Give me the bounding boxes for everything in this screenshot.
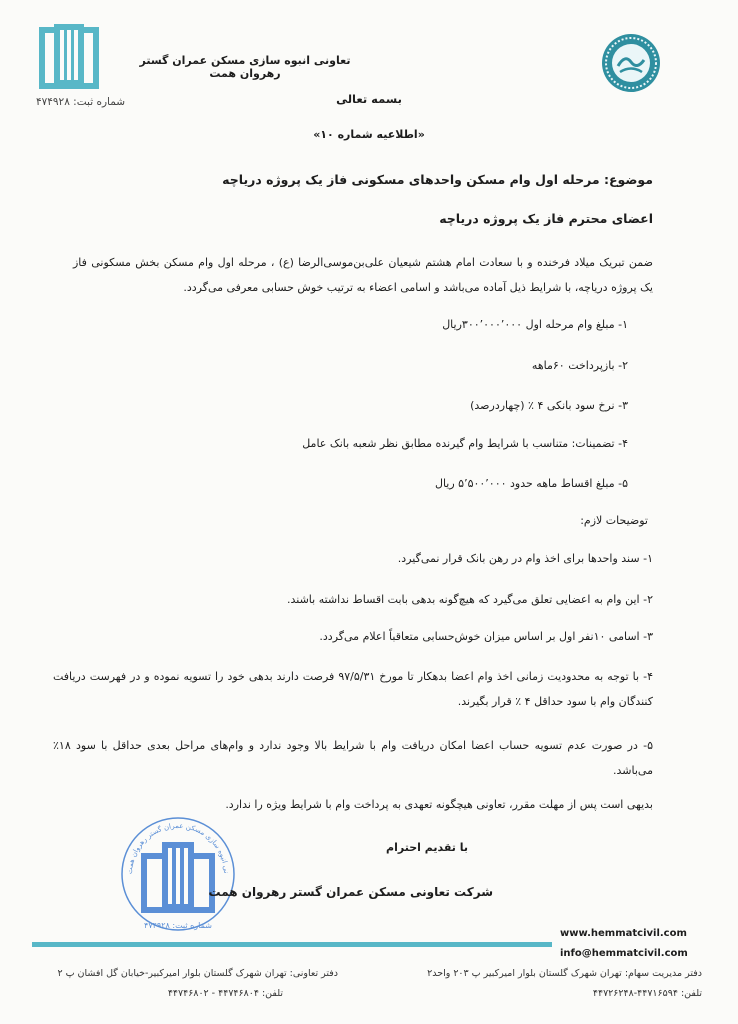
note-item: ۲- این وام به اعضایی تعلق می‌گیرد که هیچ‌گونه بدهی بابت اقساط نداشته باشند.	[287, 593, 653, 606]
website-link[interactable]: www.hemmatcivil.com	[560, 928, 687, 939]
note-item: ۵- در صورت عدم تسویه حساب اعضا امکان دریافت وام با شرایط بالا وجود ندارد و وام‌های مراحل بعدی حداقل با سود ۱۸٪ می‌باشد.	[53, 739, 653, 777]
condition-item: ۲- بازپرداخت ۶۰ماهه	[531, 359, 628, 372]
signature-company: شرکت تعاونی مسکن عمران گستر رهروان همت	[208, 885, 493, 899]
stamp-ring-text: نی انبوه سازی مسکن عمران گستر رهروان همت	[125, 821, 231, 875]
notice-number: «اطلاعیه شماره ۱۰»	[313, 128, 425, 141]
shareholders-office-phone: تلفن: ۴۴۷۱۶۵۹۴-۴۴۷۲۶۲۴۸	[592, 988, 702, 999]
closing-paragraph: بدیهی است پس از مهلت مقرر، تعاونی هیچگونه تعهدی به پرداخت وام با شرایط ویژه را ندارد.	[225, 798, 653, 811]
condition-item: ۴- تضمینات: متناسب با شرایط وام گیرنده مطابق نظر شعبه بانک عامل	[302, 437, 628, 450]
note-item: ۳- اسامی ۱۰نفر اول بر اساس میزان خوش‌حسابی متعاقباً اعلام می‌گردد.	[319, 630, 653, 643]
note-item: ۱- سند واحدها برای اخذ وام در رهن بانک قرار نمی‌گیرد.	[397, 552, 653, 565]
regards-line: با تقدیم احترام	[386, 841, 468, 854]
notes-title: توضیحات لازم:	[580, 514, 648, 527]
condition-item: ۳- نرخ سود بانکی ۴ ٪ (چهاردرصد)	[470, 399, 628, 412]
cooperative-name: تعاونی انبوه سازی مسکن عمران گستر رهروان همت	[139, 54, 351, 80]
shareholders-office-address: دفتر مدیریت سهام: تهران شهرک گلستان بلوار امیرکبیر پ ۲۰۳ واحد۲	[427, 968, 702, 979]
intro-paragraph: ضمن تبریک میلاد فرخنده و با سعادت امام هشتم شیعیان علی‌بن‌موسی‌الرضا (ع) ، مرحله اول وام مسکن بخش مسکونی فاز یک پروژه دریاچه، با شرایط ذیل آماده می‌باشد و اسامی اعضاء به ترتیب خوش حسابی معرفی می‌گردد.	[73, 256, 653, 294]
company-stamp-icon	[118, 808, 238, 936]
basmala: بسمه تعالی	[336, 92, 402, 106]
company-logo-icon	[34, 20, 104, 90]
coop-office-address: دفتر تعاونی: تهران شهرک گلستان بلوار امیرکبیر-خیابان گل افشان پ ۲	[57, 968, 338, 979]
note-item: ۴- با توجه به محدودیت زمانی اخذ وام اعضا بدهکار تا مورخ ۹۷/۵/۳۱ فرصت دارند بدهی خود را تسویه نموده و در فهرست دریافت کنندگان وام با سود حداقل ۴ ٪ قرار بگیرند.	[53, 670, 653, 708]
coop-office-phone: تلفن: ۴۴۷۴۶۸۰۴ - ۴۴۷۴۶۸۰۲	[167, 988, 283, 999]
condition-item: ۱- مبلغ وام مرحله اول ۳۰۰٬۰۰۰٬۰۰۰ریال	[442, 318, 628, 331]
stamp-registration: شماره ثبت: ۴۷۴۹۲۸	[144, 921, 212, 930]
addressee-line: اعضای محترم فاز یک پروژه دریاچه	[439, 211, 653, 226]
footer-divider	[32, 942, 552, 947]
emblem-seal-icon	[600, 32, 662, 94]
condition-item: ۵- مبلغ اقساط ماهه حدود ۵٬۵۰۰٬۰۰۰ ریال	[434, 477, 628, 490]
subject-line: موضوع: مرحله اول وام مسکن واحدهای مسکونی فاز یک پروژه دریاچه	[222, 172, 653, 187]
email-link[interactable]: info@hemmatcivil.com	[560, 948, 688, 959]
registration-number: شماره ثبت: ۴۷۴۹۲۸	[36, 96, 126, 108]
